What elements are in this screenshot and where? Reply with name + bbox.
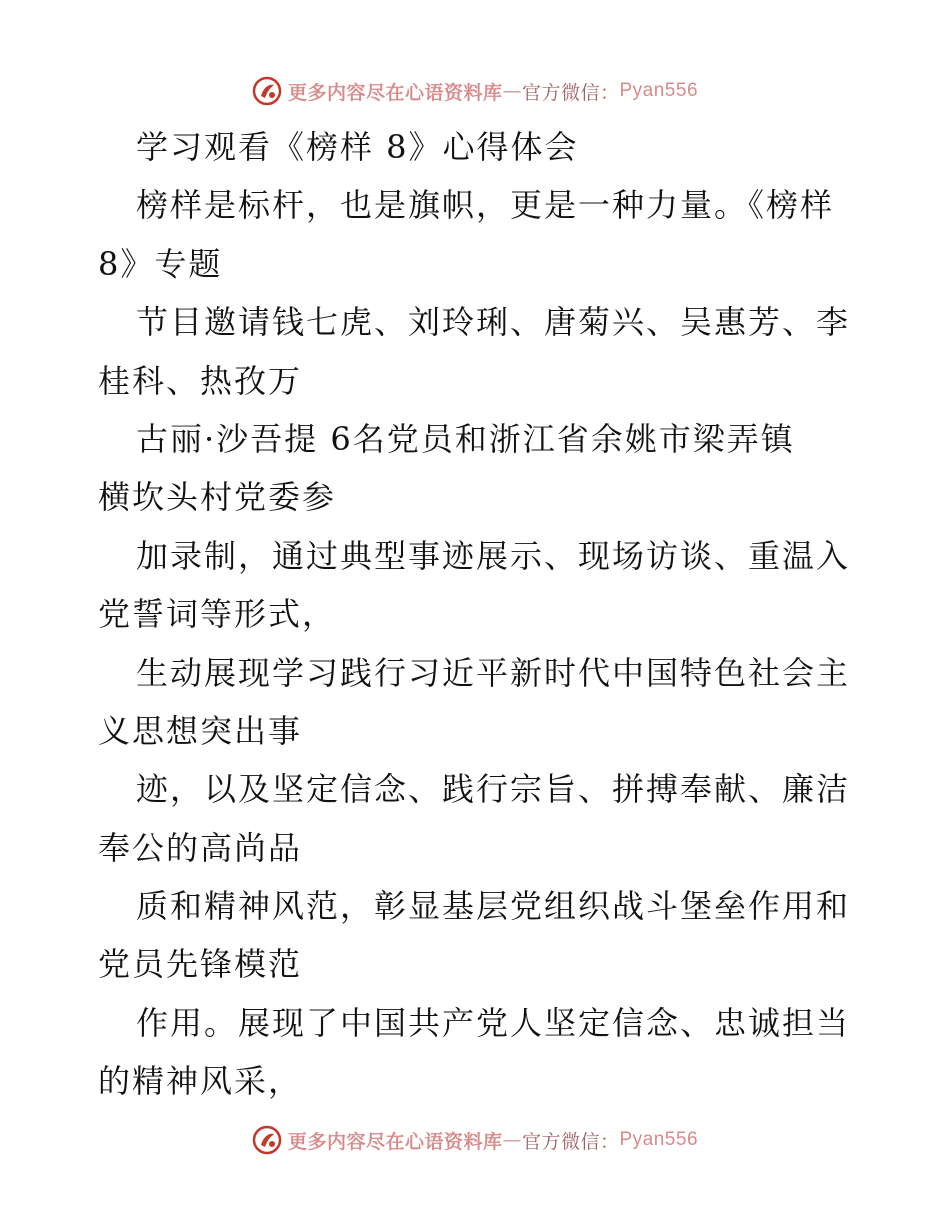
body-line: 横坎头村党委参 <box>98 478 337 517</box>
body-line: 榜样是标杆，也是旗帜，更是一种力量。《榜样 <box>136 186 835 225</box>
footer-watermark <box>0 1120 950 1160</box>
watermark-official-label: 官方微信： <box>521 81 620 104</box>
body-line: 迹，以及坚定信念、践行宗旨、拼搏奉献、廉洁 <box>136 770 851 809</box>
body-line: 古丽·沙吾提 6名党员和浙江省余姚市梁弄镇 <box>136 419 795 458</box>
watermark-wechat-id: Pyan556 <box>619 1129 699 1150</box>
body-line: 8》专题 <box>98 244 223 283</box>
body-line: 奉公的高尚品 <box>98 828 303 867</box>
watermark-official-label: 官方微信： <box>521 1130 620 1153</box>
watermark-brand: 更多内容尽在心语资料库 <box>287 81 503 104</box>
body-line: 义思想突出事 <box>98 711 303 750</box>
watermark-separator: — <box>502 80 522 102</box>
body-line: 质和精神风范，彰显基层党组织战斗堡垒作用和 <box>136 887 851 926</box>
document-body <box>98 118 858 1111</box>
body-line: 党誓词等形式， <box>98 595 337 634</box>
watermark-brand: 更多内容尽在心语资料库 <box>287 1130 503 1153</box>
brand-logo-icon <box>252 76 282 106</box>
body-line: 加录制，通过典型事迹展示、现场访谈、重温入 <box>136 536 851 575</box>
body-line: 节目邀请钱七虎、刘玲琍、唐菊兴、吴惠芳、李 <box>136 303 851 342</box>
body-line: 生动展现学习践行习近平新时代中国特色社会主 <box>136 653 851 692</box>
body-line: 的精神风采， <box>98 1062 303 1101</box>
header-watermark <box>0 71 950 111</box>
brand-logo-icon <box>252 1125 282 1155</box>
body-line: 桂科、热孜万 <box>98 361 303 400</box>
body-line: 党员先锋模范 <box>98 945 303 984</box>
watermark-separator: — <box>502 1129 522 1151</box>
body-line: 作用。展现了中国共产党人坚定信念、忠诚担当 <box>136 1003 851 1042</box>
watermark-wechat-id: Pyan556 <box>619 80 699 101</box>
document-title: 学习观看《榜样 8》心得体会 <box>136 128 579 166</box>
